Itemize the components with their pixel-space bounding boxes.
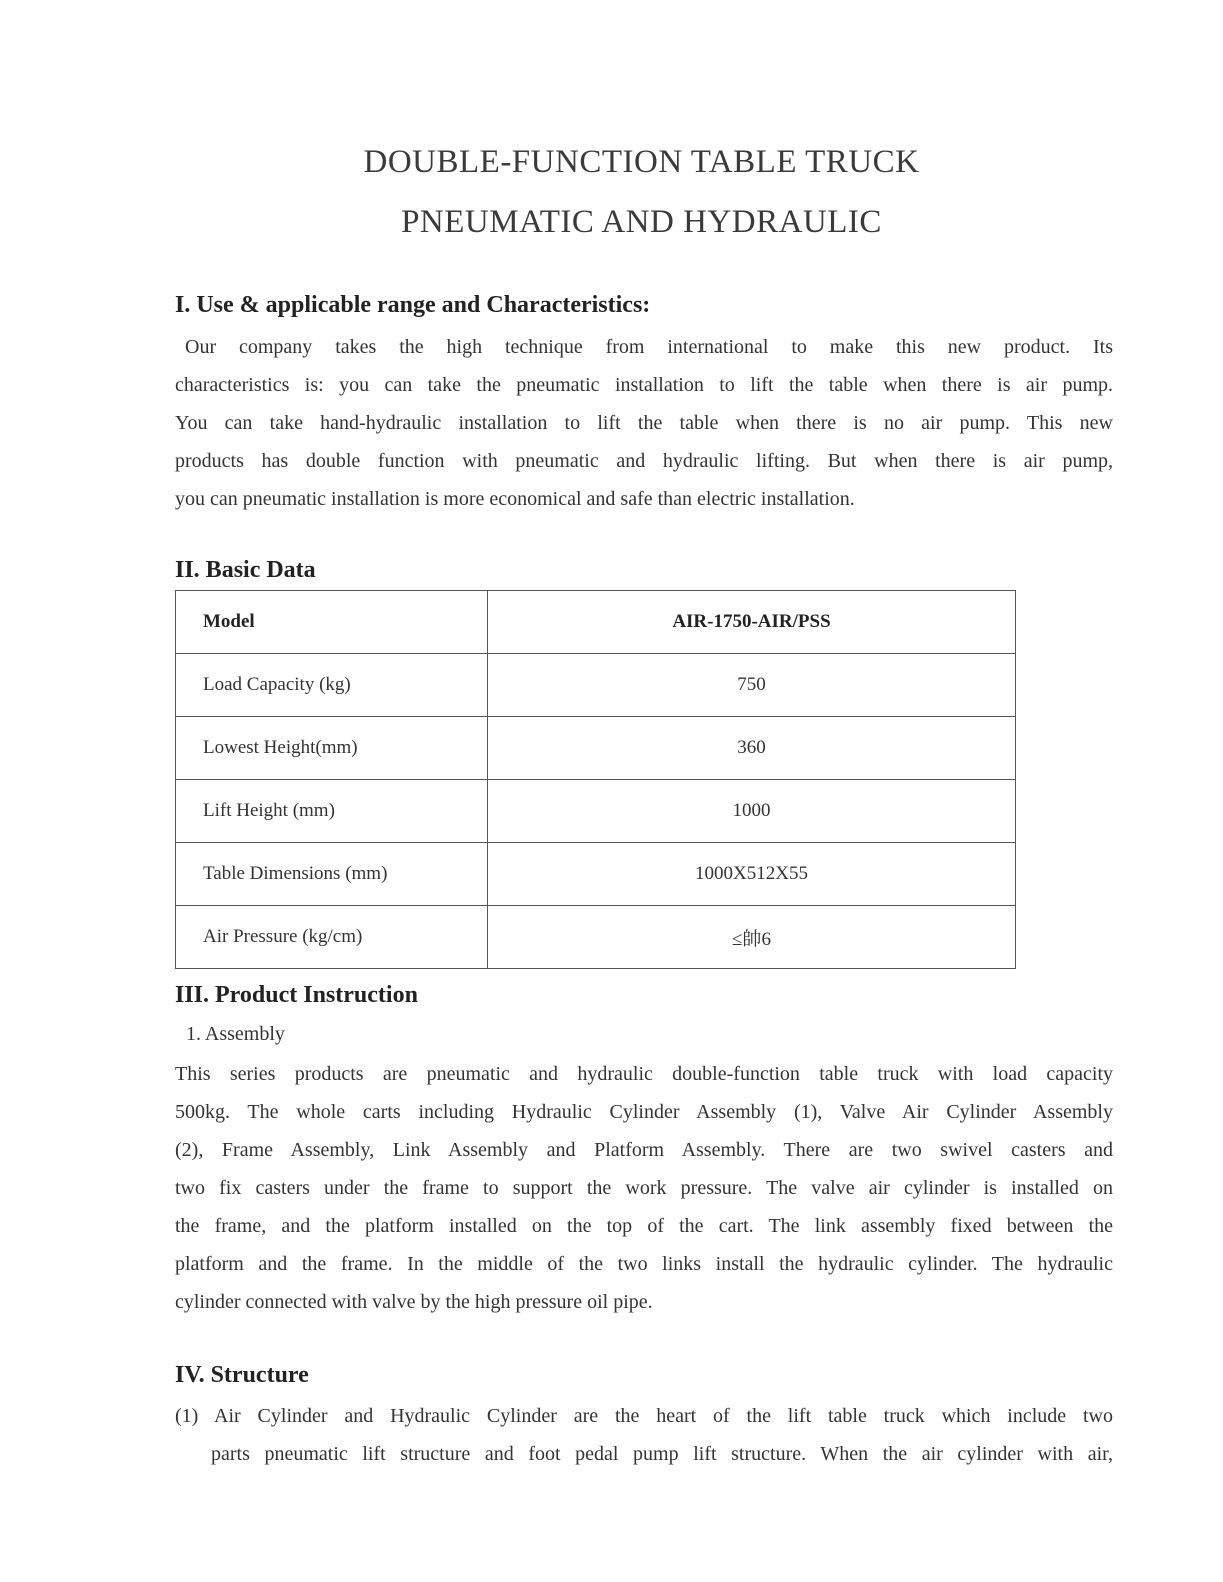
paragraph-line: two fix casters under the frame to support the work pressure. The valve air cylinder is installed on <box>175 1177 1113 1199</box>
paragraph-line: This series products are pneumatic and hydraulic double-function table truck with load capacity <box>175 1063 1113 1085</box>
section2-heading: II. Basic Data <box>175 557 316 583</box>
paragraph-line: you can pneumatic installation is more economical and safe than electric installation. <box>175 488 855 510</box>
table-value: ≤帥6 <box>488 906 1016 969</box>
table-key: Model <box>176 591 488 654</box>
section1-heading: I. Use & applicable range and Characteristics: <box>175 292 651 318</box>
document-title-line2: PNEUMATIC AND HYDRAULIC <box>401 204 882 240</box>
table-value: 360 <box>488 717 1016 780</box>
basic-data-table <box>175 590 1016 969</box>
paragraph-line: (1) Air Cylinder and Hydraulic Cylinder are the heart of the lift table truck which include two <box>175 1405 1113 1427</box>
table-row <box>176 780 1016 843</box>
table-row <box>176 591 1016 654</box>
table-key: Air Pressure (kg/cm) <box>176 906 488 969</box>
section3-paragraph <box>175 1055 1113 1321</box>
paragraph-line: (2), Frame Assembly, Link Assembly and Platform Assembly. There are two swivel casters and <box>175 1139 1113 1161</box>
table-value: 1000X512X55 <box>488 843 1016 906</box>
table-value: 750 <box>488 654 1016 717</box>
section3-heading: III. Product Instruction <box>175 982 418 1008</box>
table-key: Table Dimensions (mm) <box>176 843 488 906</box>
table-row <box>176 717 1016 780</box>
paragraph-line: Our company takes the high technique from international to make this new product. Its <box>185 336 1113 358</box>
table-value: 1000 <box>488 780 1016 843</box>
paragraph-line: 500kg. The whole carts including Hydraulic Cylinder Assembly (1), Valve Air Cylinder Assembly <box>175 1101 1113 1123</box>
section4-paragraph <box>175 1397 1113 1473</box>
table-row <box>176 906 1016 969</box>
section1-paragraph <box>175 328 1113 518</box>
paragraph-line: parts pneumatic lift structure and foot pedal pump lift structure. When the air cylinder with air, <box>211 1443 1113 1465</box>
document-title-line1: DOUBLE-FUNCTION TABLE TRUCK <box>363 144 920 180</box>
paragraph-line: cylinder connected with valve by the high pressure oil pipe. <box>175 1291 653 1313</box>
table-key: Lift Height (mm) <box>176 780 488 843</box>
paragraph-line: You can take hand-hydraulic installation to lift the table when there is no air pump. This new <box>175 412 1113 434</box>
table-value: AIR-1750-AIR/PSS <box>488 591 1016 654</box>
table-key: Load Capacity (kg) <box>176 654 488 717</box>
paragraph-line: platform and the frame. In the middle of the two links install the hydraulic cylinder. The hydraulic <box>175 1253 1113 1275</box>
table-key: Lowest Height(mm) <box>176 717 488 780</box>
section4-heading: IV. Structure <box>175 1362 309 1388</box>
table-row <box>176 654 1016 717</box>
table-row <box>176 843 1016 906</box>
paragraph-line: characteristics is: you can take the pneumatic installation to lift the table when there is air pump. <box>175 374 1113 396</box>
paragraph-line: products has double function with pneumatic and hydraulic lifting. But when there is air pump, <box>175 450 1113 472</box>
section3-subheading: 1. Assembly <box>186 1023 285 1045</box>
paragraph-line: the frame, and the platform installed on the top of the cart. The link assembly fixed between the <box>175 1215 1113 1237</box>
